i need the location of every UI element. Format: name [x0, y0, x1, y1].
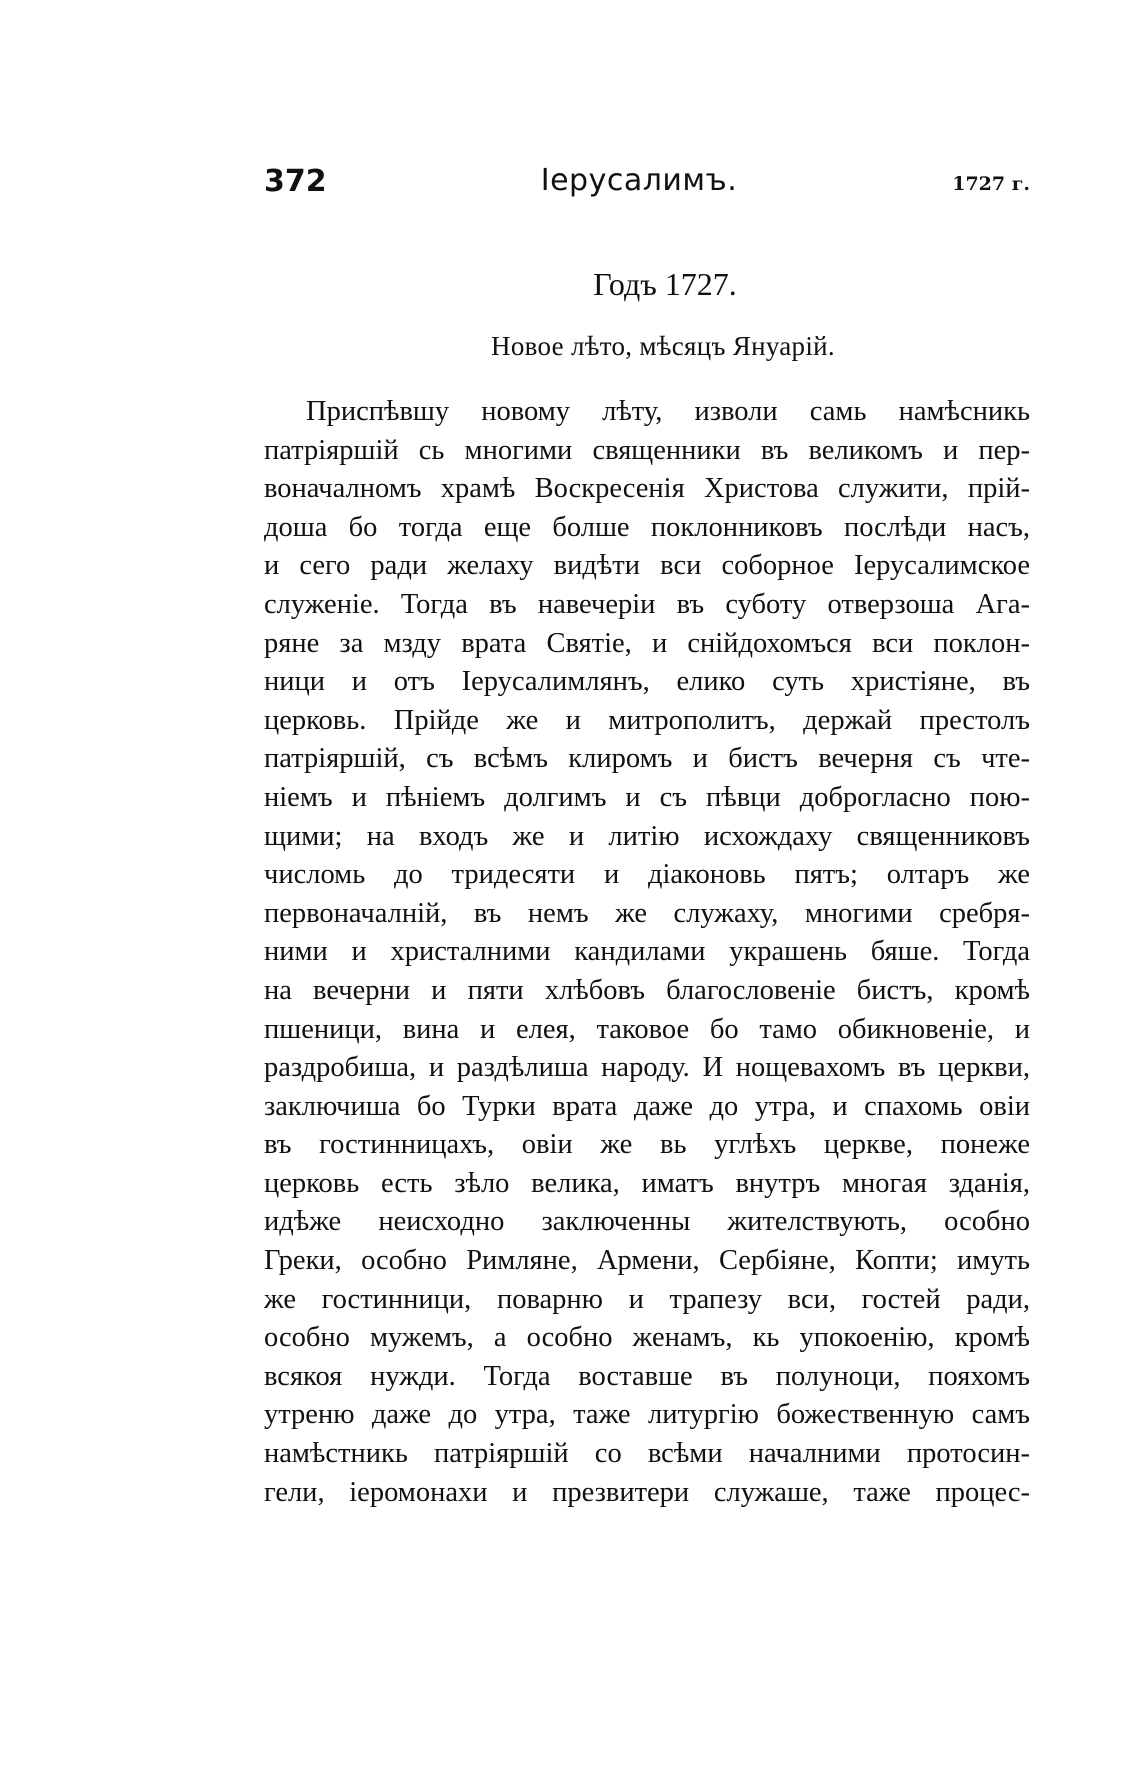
section-subheading: Новое лѣто, мѣсяцъ Януарій. — [491, 331, 835, 361]
text-line: числомь до тридесяти и діаконовь пятъ; олтаръ же — [264, 859, 1030, 891]
body-text — [264, 393, 1030, 1512]
text-line: же гостинници, поварню и трапезу вси, гостей ради, — [264, 1283, 1030, 1315]
text-line: воначалномъ храмѣ Воскресенія Христова служити, прій- — [264, 473, 1030, 505]
text-line: раздробиша, и раздѣлиша народу. И нощевахомъ въ церкви, — [264, 1052, 1030, 1084]
text-line: Греки, особно Римляне, Армени, Сербіяне, Копти; имуть — [264, 1245, 1030, 1277]
text-line: намѣстникь патріяршій со всѣми началними протосин- — [264, 1438, 1030, 1470]
text-line: церковь. Прійде же и митрополитъ, держай престолъ — [264, 704, 1030, 736]
text-line: заключиша бо Турки врата даже до утра, и спахомь овіи — [264, 1090, 1030, 1122]
text-line: всякоя нужди. Тогда воставше въ полуноци, пояхомъ — [264, 1360, 1030, 1392]
text-line: первоначалній, въ немъ же служаху, многими сребря- — [264, 897, 1030, 929]
text-line: въ гостинницахъ, овіи же вь углѣхъ церкве, понеже — [264, 1129, 1030, 1161]
text-line: ніемъ и пѣніемъ долгимъ и съ пѣвци доброгласно пою- — [264, 781, 1030, 813]
text-line: Приспѣвшу новому лѣту, изволи самь намѣсникь — [306, 396, 1030, 427]
text-line: церковь есть зѣло велика, иматъ внутръ многая зданія, — [264, 1167, 1030, 1199]
text-line: особно мужемъ, а особно женамъ, кь упокоенію, кромѣ — [264, 1322, 1030, 1354]
text-line: на вечерни и пяти хлѣбовъ благословеніе бистъ, кромѣ — [264, 974, 1030, 1006]
text-line: идѣже неисходно заключенны жителствують, особно — [264, 1206, 1030, 1238]
text-line: патріяршій сь многими священники въ великомъ и пер- — [264, 434, 1030, 466]
text-line: служеніе. Тогда въ навечеріи въ суботу отверзоша Ага- — [264, 588, 1030, 620]
running-title: Іерусалимъ. — [540, 163, 738, 198]
page-number: 372 — [264, 164, 327, 199]
text-line: ници и отъ Іерусалимлянъ, елико суть христіяне, въ — [264, 666, 1030, 698]
running-head — [264, 160, 1030, 210]
text-line: пшеници, вина и елея, таковое бо тамо обикновеніе, и — [264, 1013, 1030, 1045]
text-line: гели, іеромонахи и презвитери служаше, таже процес- — [264, 1476, 1030, 1508]
text-line: доша бо тогда еще болше поклонниковъ послѣди насъ, — [264, 511, 1030, 543]
text-line: патріяршій, съ всѣмъ клиромъ и бистъ вечерня съ чте- — [264, 743, 1030, 775]
running-year: 1727 г. — [952, 173, 1030, 195]
text-line: ними и христалними кандилами украшень бяше. Тогда — [264, 936, 1030, 968]
text-line: щими; на входъ же и литію исхождаху священниковъ — [264, 820, 1030, 852]
text-line: и сего ради желаху видѣти вси соборное Іерусалимское — [264, 550, 1030, 582]
text-line: утреню даже до утра, таже литургію божественную самъ — [264, 1399, 1030, 1431]
text-line: ряне за мзду врата Святіе, и снійдохомъся вси поклон- — [264, 627, 1030, 659]
section-heading: Годъ 1727. — [593, 266, 737, 302]
